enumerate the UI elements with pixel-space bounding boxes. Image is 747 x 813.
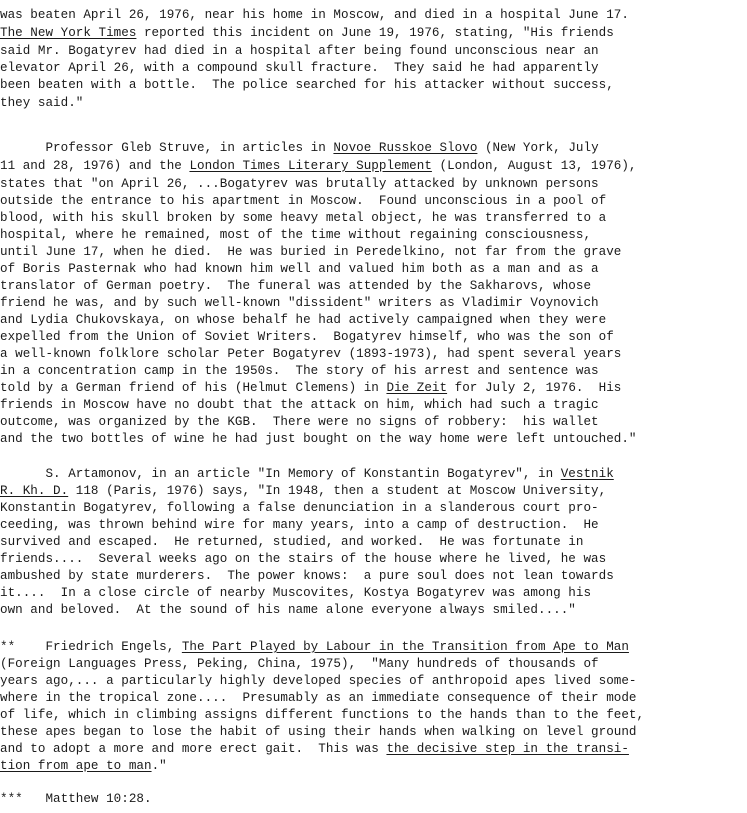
text-line: R. Kh. D. 118 (Paris, 1976) says, "In 1948, then a student at Moscow University,	[0, 484, 607, 498]
text-line: until June 17, when he died. He was buried in Peredelkino, not far from the grave	[0, 245, 622, 259]
text-line: friend he was, and by such well-known "dissident" writers as Vladimir Voynovich	[0, 296, 599, 310]
footnote-line: where in the tropical zone.... Presumably as an immediate consequence of their mode	[0, 691, 637, 705]
text-line: was beaten April 26, 1976, near his home in Moscow, and died in a hospital June 17.	[0, 8, 629, 22]
text-line: elevator April 26, with a compound skull fracture. They said he had apparently	[0, 61, 599, 75]
underlined-title: London Times Literary Supplement	[189, 159, 432, 173]
text-line: expelled from the Union of Soviet Writers. Bogatyrev himself, who was the son of	[0, 330, 614, 344]
text-line: Professor Gleb Struve, in articles in Novoe Russkoe Slovo (New York, July	[0, 141, 599, 155]
text-line: own and beloved. At the sound of his name alone everyone always smiled...."	[0, 603, 576, 617]
footnote-line: tion from ape to man."	[0, 759, 167, 773]
text-line: of Boris Pasternak who had known him well and valued him both as a man and as a	[0, 262, 599, 276]
text-line: hospital, where he remained, most of the time without regaining consciousness,	[0, 228, 592, 242]
text-line: blood, with his skull broken by some heavy metal object, he was transferred to a	[0, 211, 607, 225]
text-line: S. Artamonov, in an article "In Memory of Konstantin Bogatyrev", in Vestnik	[0, 467, 614, 481]
underlined-title: Vestnik	[560, 467, 614, 481]
underlined-title: Die Zeit	[386, 381, 448, 395]
text-line: The New York Times reported this incident on June 19, 1976, stating, "His friends	[0, 26, 614, 40]
text-line: and the two bottles of wine he had just bought on the way home were left untouched."	[0, 432, 637, 446]
text-line: survived and escaped. He returned, studied, and worked. He was fortunate in	[0, 535, 584, 549]
text-line: ambushed by state murderers. The power knows: a pure soul does not lean towards	[0, 569, 614, 583]
text-line: translator of German poetry. The funeral was attended by the Sakharovs, whose	[0, 279, 592, 293]
text-line: they said."	[0, 96, 84, 110]
text-line: it.... In a close circle of nearby Muscovites, Kostya Bogatyrev was among his	[0, 586, 592, 600]
text-line: in a concentration camp in the 1950s. The story of his arrest and sentence was	[0, 364, 599, 378]
text-line: outside the entrance to his apartment in Moscow. Found unconscious in a pool of	[0, 194, 607, 208]
text-line: been beaten with a bottle. The police searched for his attacker without success,	[0, 78, 614, 92]
underlined-title: tion from ape to man	[0, 759, 152, 773]
underlined-title: R. Kh. D.	[0, 484, 69, 498]
text-line: said Mr. Bogatyrev had died in a hospital after being found unconscious near an	[0, 44, 599, 58]
footnote-line: of life, which in climbing assigns different functions to the hands than to the feet,	[0, 708, 645, 722]
text-line: told by a German friend of his (Helmut Clemens) in Die Zeit for July 2, 1976. His	[0, 381, 622, 395]
footnote-line: (Foreign Languages Press, Peking, China, 1975), "Many hundreds of thousands of	[0, 657, 599, 671]
footnote-line: *** Matthew 10:28.	[0, 792, 152, 806]
text-line: a well-known folklore scholar Peter Bogatyrev (1893-1973), had spent several years	[0, 347, 622, 361]
text-line: states that "on April 26, ...Bogatyrev was brutally attacked by unknown persons	[0, 177, 599, 191]
text-line: friends in Moscow have no doubt that the attack on him, which had such a tragic	[0, 398, 599, 412]
text-line: friends.... Several weeks ago on the stairs of the house where he lived, he was	[0, 552, 607, 566]
text-line: Konstantin Bogatyrev, following a false denunciation in a slanderous court pro-	[0, 501, 599, 515]
underlined-title: Novoe Russkoe Slovo	[333, 141, 478, 155]
text-line: outcome, was organized by the KGB. There were no signs of robbery: his wallet	[0, 415, 599, 429]
text-line: ceeding, was thrown behind wire for many years, into a camp of destruction. He	[0, 518, 599, 532]
text-line: 11 and 28, 1976) and the London Times Literary Supplement (London, August 13, 1976),	[0, 159, 637, 173]
underlined-title: The New York Times	[0, 26, 137, 40]
underlined-title: the decisive step in the transi-	[386, 742, 629, 756]
text-line: and Lydia Chukovskaya, on whose behalf he had actively campaigned when they were	[0, 313, 607, 327]
footnote-line: and to adopt a more and more erect gait. This was the decisive step in the transi-	[0, 742, 629, 756]
footnote-line: ** Friedrich Engels, The Part Played by Labour in the Transition from Ape to Man	[0, 640, 629, 654]
footnote-line: years ago,... a particularly highly developed species of anthropoid apes lived some-	[0, 674, 637, 688]
footnote-line: these apes began to lose the habit of using their hands when walking on level ground	[0, 725, 637, 739]
underlined-title: The Part Played by Labour in the Transition from Ape to Man	[181, 640, 629, 654]
